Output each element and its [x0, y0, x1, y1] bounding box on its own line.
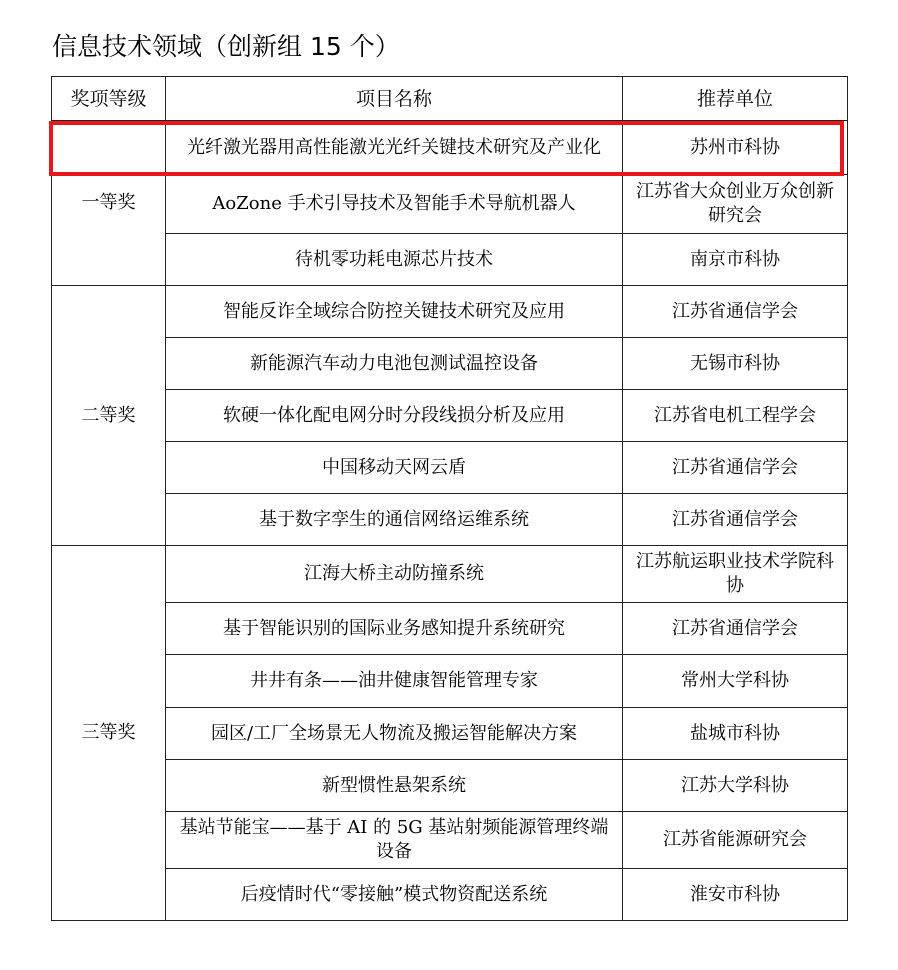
- table-row: [52, 234, 848, 286]
- table-row: [52, 812, 848, 869]
- project-name-cell: 待机零功耗电源芯片技术: [166, 234, 623, 286]
- unit-cell: 江苏省通信学会: [623, 286, 848, 338]
- table-row: [52, 121, 848, 175]
- unit-cell: 盐城市科协: [623, 708, 848, 760]
- award-level-cell: 三等奖: [52, 546, 166, 921]
- unit-cell: 江苏省通信学会: [623, 494, 848, 546]
- unit-cell: 常州大学科协: [623, 655, 848, 708]
- award-level-cell: 一等奖: [52, 121, 166, 286]
- table-header-row: [52, 77, 848, 121]
- project-name-cell: AoZone 手术引导技术及智能手术导航机器人: [166, 175, 623, 234]
- award-level-cell: 二等奖: [52, 286, 166, 546]
- table-row: [52, 175, 848, 234]
- project-name-cell: 智能反诈全域综合防控关键技术研究及应用: [166, 286, 623, 338]
- project-name-cell: 园区/工厂全场景无人物流及搬运智能解决方案: [166, 708, 623, 760]
- project-name-cell: 光纤激光器用高性能激光光纤关键技术研究及产业化: [166, 121, 623, 175]
- unit-cell: 江苏省能源研究会: [623, 812, 848, 869]
- table-row: [52, 655, 848, 708]
- project-name-cell: 软硬一体化配电网分时分段线损分析及应用: [166, 390, 623, 442]
- header-project-name: 项目名称: [166, 77, 623, 121]
- table-row: [52, 338, 848, 390]
- project-name-cell: 井井有条——油井健康智能管理专家: [166, 655, 623, 708]
- unit-cell: 江苏省通信学会: [623, 442, 848, 494]
- table-row: [52, 708, 848, 760]
- header-recommending-unit: 推荐单位: [623, 77, 848, 121]
- project-name-cell: 新型惯性悬架系统: [166, 760, 623, 812]
- unit-cell: 无锡市科协: [623, 338, 848, 390]
- table-row: [52, 603, 848, 655]
- table-row: [52, 286, 848, 338]
- unit-cell: 苏州市科协: [623, 121, 848, 175]
- page-title: 信息技术领域（创新组 15 个）: [52, 32, 400, 61]
- unit-cell: 江苏省电机工程学会: [623, 390, 848, 442]
- project-name-cell: 中国移动天网云盾: [166, 442, 623, 494]
- project-name-cell: 后疫情时代“零接触”模式物资配送系统: [166, 869, 623, 921]
- table-row: [52, 390, 848, 442]
- project-name-cell: 基站节能宝——基于 AI 的 5G 基站射频能源管理终端设备: [166, 812, 623, 869]
- table-row: [52, 442, 848, 494]
- unit-cell: 淮安市科协: [623, 869, 848, 921]
- project-name-cell: 新能源汽车动力电池包测试温控设备: [166, 338, 623, 390]
- table-row: [52, 494, 848, 546]
- unit-cell: 江苏大学科协: [623, 760, 848, 812]
- unit-cell: 江苏省大众创业万众创新研究会: [623, 175, 848, 234]
- project-name-cell: 基于智能识别的国际业务感知提升系统研究: [166, 603, 623, 655]
- header-level: 奖项等级: [52, 77, 166, 121]
- unit-cell: 江苏省通信学会: [623, 603, 848, 655]
- table-row: [52, 869, 848, 921]
- award-table: [51, 76, 848, 921]
- project-name-cell: 基于数字孪生的通信网络运维系统: [166, 494, 623, 546]
- table-row: [52, 546, 848, 603]
- project-name-cell: 江海大桥主动防撞系统: [166, 546, 623, 603]
- unit-cell: 江苏航运职业技术学院科协: [623, 546, 848, 603]
- table-row: [52, 760, 848, 812]
- unit-cell: 南京市科协: [623, 234, 848, 286]
